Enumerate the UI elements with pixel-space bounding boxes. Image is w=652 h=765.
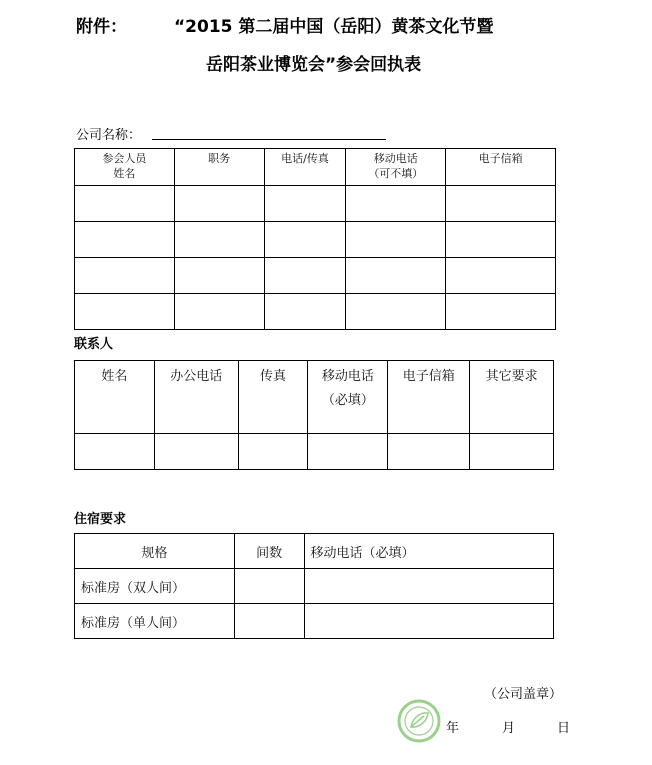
table-cell[interactable] — [75, 294, 175, 330]
attachment-label: 附件： — [76, 17, 127, 37]
table-row — [75, 222, 556, 258]
header-cell: 规格 — [75, 534, 235, 569]
table-cell[interactable] — [154, 434, 238, 470]
table-row — [75, 569, 554, 604]
table-header-row — [75, 361, 554, 434]
table-row — [75, 434, 554, 470]
header-cell: 电子信箱 — [388, 361, 470, 434]
table-cell[interactable] — [75, 222, 175, 258]
table-cell[interactable] — [264, 294, 346, 330]
table-cell[interactable] — [75, 258, 175, 294]
table-cell[interactable] — [75, 186, 175, 222]
watermark-logo-icon — [396, 698, 442, 744]
table-cell[interactable] — [264, 258, 346, 294]
table-cell[interactable] — [346, 222, 446, 258]
table-cell[interactable] — [304, 604, 553, 639]
table-row — [75, 294, 556, 330]
table-row — [75, 186, 556, 222]
title-line-1 — [76, 12, 493, 37]
contact-section-title: 联系人 — [74, 337, 114, 352]
header-cell: 电话/传真 — [264, 149, 346, 186]
table-cell[interactable] — [264, 222, 346, 258]
company-name-field[interactable] — [152, 139, 386, 140]
attendees-table — [74, 148, 556, 330]
table-cell[interactable] — [174, 222, 264, 258]
table-cell[interactable] — [174, 294, 264, 330]
table-cell[interactable] — [174, 186, 264, 222]
header-cell: 移动电话 （可不填） — [346, 149, 446, 186]
header-cell: 电子信箱 — [446, 149, 556, 186]
table-cell[interactable] — [346, 258, 446, 294]
header-cell: 参会人员 姓名 — [75, 149, 175, 186]
table-cell[interactable] — [308, 434, 388, 470]
table-header-row — [75, 149, 556, 186]
title-text-1: “2015 第二届中国（岳阳）黄茶文化节暨 — [174, 17, 494, 37]
title-line-2: 岳阳茶业博览会”参会回执表 — [206, 55, 422, 75]
room-type-cell: 标准房（单人间） — [75, 604, 235, 639]
contact-table — [74, 360, 554, 470]
table-cell[interactable] — [446, 258, 556, 294]
date-day-label: 日 — [557, 721, 571, 736]
header-cell: 移动电话 （必填） — [308, 361, 388, 434]
table-cell[interactable] — [75, 434, 155, 470]
table-row — [75, 258, 556, 294]
date-month-label: 月 — [502, 721, 516, 736]
lodging-table — [74, 533, 554, 639]
table-row — [75, 604, 554, 639]
room-type-cell: 标准房（双人间） — [75, 569, 235, 604]
date-year-label: 年 — [446, 721, 460, 736]
table-cell[interactable] — [174, 258, 264, 294]
header-cell: 间数 — [234, 534, 304, 569]
table-cell[interactable] — [234, 604, 304, 639]
table-cell[interactable] — [234, 569, 304, 604]
lodging-section-title: 住宿要求 — [74, 512, 127, 527]
header-cell: 职务 — [174, 149, 264, 186]
table-cell[interactable] — [470, 434, 554, 470]
table-cell[interactable] — [446, 186, 556, 222]
table-cell[interactable] — [304, 569, 553, 604]
company-name-label: 公司名称： — [76, 128, 142, 143]
table-cell[interactable] — [346, 294, 446, 330]
table-cell[interactable] — [446, 294, 556, 330]
header-cell: 传真 — [238, 361, 308, 434]
table-cell[interactable] — [264, 186, 346, 222]
company-seal-label: （公司盖章） — [484, 687, 563, 702]
table-header-row — [75, 534, 554, 569]
header-cell: 姓名 — [75, 361, 155, 434]
header-cell: 其它要求 — [470, 361, 554, 434]
table-cell[interactable] — [446, 222, 556, 258]
table-cell[interactable] — [346, 186, 446, 222]
table-cell[interactable] — [238, 434, 308, 470]
header-cell: 移动电话（必填） — [304, 534, 553, 569]
header-cell: 办公电话 — [154, 361, 238, 434]
table-cell[interactable] — [388, 434, 470, 470]
